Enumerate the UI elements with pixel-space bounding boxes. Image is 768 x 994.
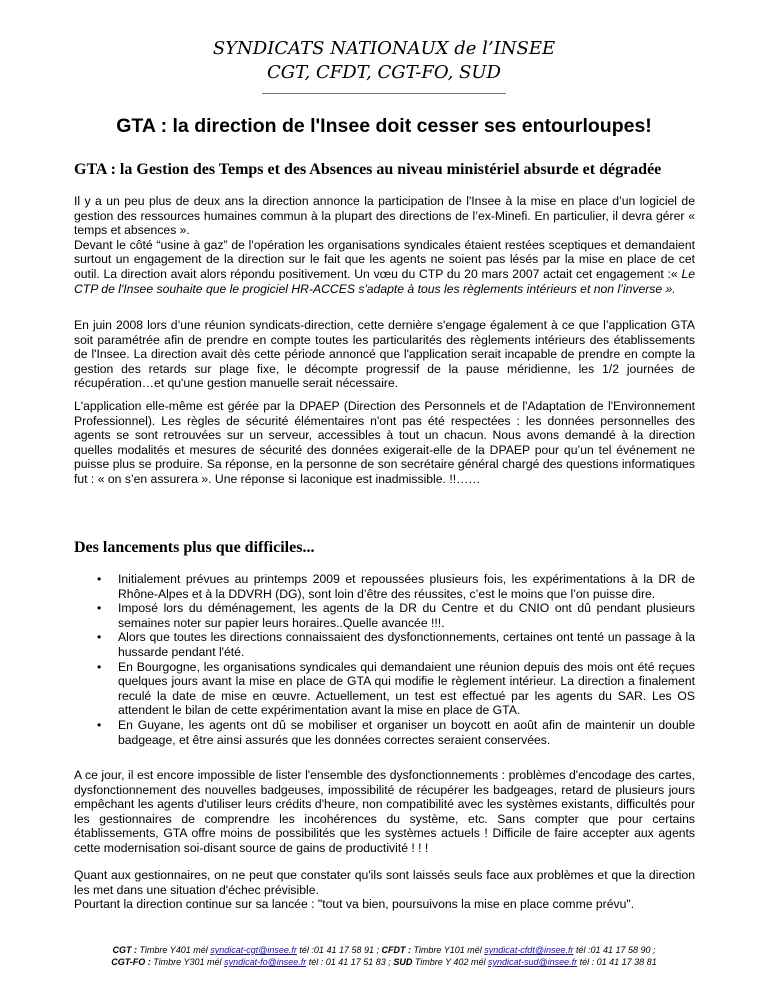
bullet-icon: • bbox=[97, 717, 102, 732]
bullet-icon: • bbox=[97, 659, 102, 674]
header-unions-names: CGT, CFDT, CGT-FO, SUD bbox=[267, 62, 501, 83]
paragraph-intro-text: Il y a un peu plus de deux ans la direction annonce la participation de l'Insee à la mise en place d’un logiciel de gestion des ressources humaines commun à la plupart des directions de l’ex-Minefi. En particulier, il devra gérer « temps et absences ». bbox=[74, 194, 695, 238]
list-item bbox=[74, 630, 695, 659]
list-item-text: Initialement prévues au printemps 2009 et repoussées plusieurs fois, les expérimentations à la DR de Rhône-Alpes et à la DDVRH (DG), sont loin d’être des réussites, c’est le moins que l’on puisse dire. bbox=[118, 572, 695, 601]
list-item-text: En Bourgogne, les organisations syndicales qui demandaient une réunion depuis des mois ont été reçues quelques jours avant la mise en place de GTA qui modifie le règlement intérieur. La direction a finalement reculé la date de mise en œuvre. Actuellement, un test est effectué par les agents du SAR. Les OS attendent le bilan de cette expérimentation avant la mise en place de GTA. bbox=[118, 659, 695, 718]
sud-email-link[interactable]: syndicat-sud@insee.fr bbox=[487, 957, 578, 967]
page-title: GTA : la direction de l'Insee doit cesser ses entourloupes! bbox=[116, 115, 652, 137]
header-divider bbox=[262, 93, 506, 94]
footer-line-1 bbox=[0, 944, 768, 956]
list-item bbox=[74, 572, 695, 601]
sud-phone: tél : 01 41 17 38 81 bbox=[577, 957, 657, 967]
paragraph-engagement bbox=[74, 238, 695, 296]
list-item-text: En Guyane, les agents ont dû se mobiliser et organiser un boycott en août afin de maintenir un double badgeage, et être ainsi assurés que les données correctes seraient conservées. bbox=[118, 717, 695, 747]
fo-timbre: Timbre Y301 mél bbox=[150, 957, 225, 967]
cgt-label: CGT : bbox=[112, 945, 137, 955]
paragraph-dpaep: L'application elle-même est gérée par la DPAEP (Direction des Personnels et de l'Adaptation de l'Environnement Professionnel). Les règles de sécurité élémentaires n'ont pas été respectées : les données personnelles des agents se sont retrouvées sur un serveur, accessibles à tout un chacun. Nous avons demandé à la direction quelles modalités et mesures de sécurité des données exigerait-elle de la DPAEP pour qu’un tel événement ne puisse plus se produire. Sa réponse, en la personne de son secrétaire général chargé des questions informatiques fut : « on s’en assurera ». Une réponse si laconique est inadmissible. !!…… bbox=[74, 399, 695, 486]
sud-timbre: Timbre Y 402 mél bbox=[412, 957, 488, 967]
section-heading-gta: GTA : la Gestion des Temps et des Absences au niveau ministériel absurde et dégradée bbox=[74, 161, 662, 178]
paragraph-managers-text: Quant aux gestionnaires, on ne peut que constater qu'ils sont laissés seuls face aux problèmes et que la direction les met dans une situation d'échec prévisible. bbox=[74, 868, 695, 897]
cgt-phone: tél :01 41 17 58 91 ; bbox=[296, 945, 382, 955]
launch-issues-list bbox=[74, 572, 695, 747]
fo-phone: tél : 01 41 17 51 83 ; bbox=[306, 957, 394, 967]
list-item bbox=[74, 601, 695, 630]
contact-footer bbox=[0, 944, 768, 968]
paragraph-direction-quote: Pourtant la direction continue sur sa lancée : "tout va bien, poursuivons la mise en place comme prévu". bbox=[74, 897, 635, 912]
cfdt-email-link[interactable]: syndicat-cfdt@insee.fr bbox=[484, 945, 574, 955]
footer-line-2 bbox=[0, 956, 768, 968]
section-heading-launches: Des lancements plus que difficiles... bbox=[74, 539, 315, 556]
paragraph-managers bbox=[74, 868, 695, 912]
bullet-icon: • bbox=[97, 572, 102, 586]
paragraph-intro bbox=[74, 194, 695, 296]
ctp-quote: Le CTP de l'Insee souhaite que le progiciel HR-ACCES s'adapte à tous les règlements intérieurs et non l’inverse ». bbox=[74, 266, 696, 296]
fo-label: CGT-FO : bbox=[111, 957, 151, 967]
paragraph-june-2008: En juin 2008 lors d’une réunion syndicats-direction, cette dernière s'engage également à ce que l’application GTA soit paramétrée afin de prendre en compte toutes les particularités des règlements intérieurs des établissements de l'Insee. La direction avait dès cette période annoncé que l'application serait incapable de prendre en compte la gestion des retards sur plage fixe, le décompte progressif de la pause méridienne, les 1/2 journées de récupération…et qu'une gestion manuelle serait nécessaire. bbox=[74, 318, 695, 391]
cgt-email-link[interactable]: syndicat-cgt@insee.fr bbox=[210, 945, 297, 955]
cfdt-phone: tél :01 41 17 58 90 ; bbox=[573, 945, 656, 955]
sud-label: SUD bbox=[393, 957, 413, 967]
cfdt-label: CFDT : bbox=[381, 945, 411, 955]
fo-email-link[interactable]: syndicat-fo@insee.fr bbox=[224, 957, 307, 967]
cfdt-timbre: Timbre Y101 mél bbox=[411, 945, 485, 955]
list-item bbox=[74, 718, 695, 747]
bullet-icon: • bbox=[97, 601, 102, 616]
bullet-icon: • bbox=[97, 630, 102, 645]
list-item-text: Alors que toutes les directions connaissaient des dysfonctionnements, certaines ont tenté un passage à la hussarde pendant l'été. bbox=[118, 630, 695, 659]
list-item-text: Imposé lors du déménagement, les agents de la DR du Centre et du CNIO ont dû pendant plusieurs semaines noter sur papier leurs horaires..Quelle avancée !!!. bbox=[118, 601, 695, 630]
cgt-timbre: Timbre Y401 mél bbox=[136, 945, 211, 955]
paragraph-dysfunctions: A ce jour, il est encore impossible de lister l'ensemble des dysfonctionnements : problèmes d'encodage des cartes, dysfonctionnement des nouvelles badgeuses, impossibilité de récupérer les badgeages, retard de plusieurs jours empêchant les agents d'utiliser leurs crédits d'heure, non compatibilité avec les systèmes existants, difficultés pour les gestionnaires de comprendre les incohérences du système, etc. Sans compter que pour certains établissements, GTA offre moins de possibilités que les systèmes actuels ! Difficile de faire accepter aux agents cette modernisation soi-disant source de gains de productivité ! ! ! bbox=[74, 768, 695, 855]
paragraph-engagement-text: Devant le côté “usine à gaz” de l'opération les organisations syndicales étaient restées sceptiques et demandaient surtout un engagement de la direction sur le fait que les agents ne soient pas lésés par la mise en place de cet outil. La direction avait alors répondu positivement. Un vœu du CTP du 20 mars 2007 actait cet engagement :« bbox=[74, 237, 695, 281]
header-unions-line: SYNDICATS NATIONAUX de l’INSEE bbox=[212, 38, 556, 59]
list-item bbox=[74, 660, 695, 718]
